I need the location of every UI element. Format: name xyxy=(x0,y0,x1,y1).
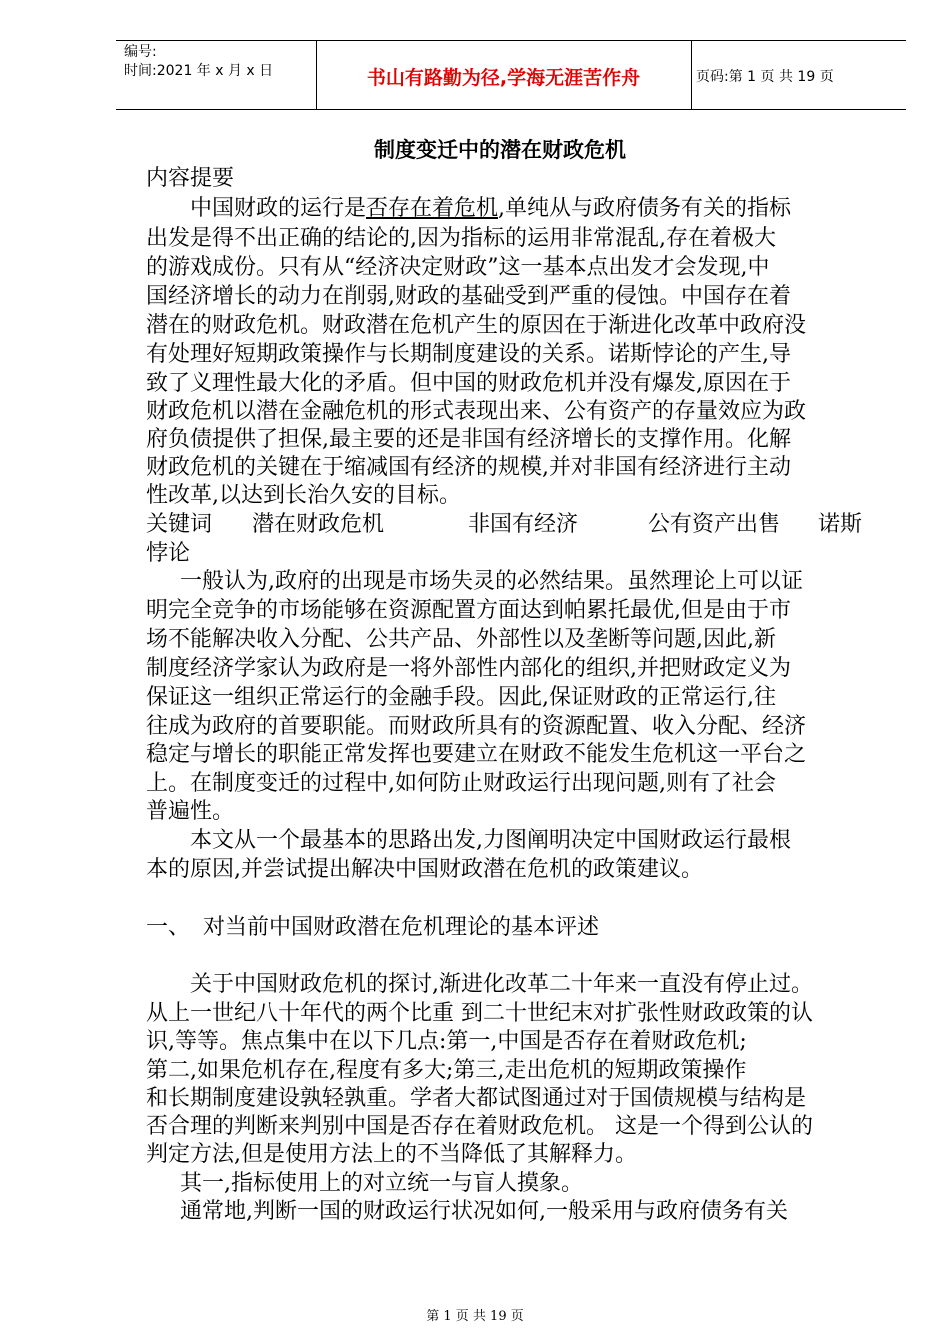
body-line: 从上一世纪八十年代的两个比重 到二十世纪末对扩张性财政政策的认 xyxy=(146,1001,813,1026)
body-line: 判定方法,但是使用方法上的不当降低了其解释力。 xyxy=(146,1142,637,1167)
body-line: 关于中国财政危机的探讨,渐进化改革二十年来一直没有停止过。 xyxy=(190,972,813,997)
abstract-line: 中国财政的运行是否存在着危机,单纯从与政府债务有关的指标 xyxy=(190,196,792,221)
abstract-line: 府负债提供了担保,最主要的还是非国有经济增长的支撑作用。化解 xyxy=(146,427,791,452)
body-line: 第二,如果危机存在,程度有多大;第三,走出危机的短期政策操作 xyxy=(146,1058,747,1083)
keyword: 非国有经济 xyxy=(468,512,579,537)
header-motto: 书山有路勤为径,学海无涯苦作舟 xyxy=(366,67,641,89)
time-label: 时间:2021 年 x 月 x 日 xyxy=(124,63,274,79)
body-line: 一般认为,政府的出现是市场失灵的必然结果。虽然理论上可以证 xyxy=(180,569,803,594)
body-line: 制度经济学家认为政府是一将外部性内部化的组织,并把财政定义为 xyxy=(146,656,791,681)
number-label: 编号: xyxy=(124,44,157,60)
body-line: 往成为政府的首要职能。而财政所具有的资源配置、收入分配、经济 xyxy=(146,714,807,739)
abstract-line: 财政危机以潜在金融危机的形式表现出来、公有资产的存量效应为政 xyxy=(146,399,807,424)
keyword: 潜在财政危机 xyxy=(252,512,385,537)
underlined-phrase: 否存在着危机 xyxy=(366,196,499,221)
abstract-line: 致了义理性最大化的矛盾。但中国的财政危机并没有爆发,原因在于 xyxy=(146,371,791,396)
header-meta xyxy=(124,43,273,81)
section-number: 一、 xyxy=(146,915,191,940)
document-title: 制度变迁中的潜在财政危机 xyxy=(374,138,626,162)
abstract-line: 国经济增长的动力在削弱,财政的基础受到严重的侵蚀。中国存在着 xyxy=(146,284,791,309)
body-line: 通常地,判断一国的财政运行状况如何,一般采用与政府债务有关 xyxy=(180,1199,788,1224)
abstract-heading: 内容提要 xyxy=(146,166,235,191)
keyword: 悖论 xyxy=(146,541,191,566)
body-line: 保证这一组织正常运行的金融手段。因此,保证财政的正常运行,往 xyxy=(146,685,776,710)
body-line: 和长期制度建设孰轻孰重。学者大都试图通过对于国债规模与结构是 xyxy=(146,1086,807,1111)
abstract-line: 出发是得不出正确的结论的,因为指标的运用非常混乱,存在着极大 xyxy=(146,226,776,251)
header-divider xyxy=(691,41,692,109)
abstract-line: 潜在的财政危机。财政潜在危机产生的原因在于渐进化改革中政府没 xyxy=(146,313,807,338)
body-line: 否合理的判断来判别中国是否存在着财政危机。 这是一个得到公认的 xyxy=(146,1114,813,1139)
page-header xyxy=(116,40,906,110)
body-line: 其一,指标使用上的对立统一与盲人摸象。 xyxy=(180,1171,583,1196)
body-line: 场不能解决收入分配、公共产品、外部性以及垄断等问题,因此,新 xyxy=(146,627,776,652)
body-line: 上。在制度变迁的过程中,如何防止财政运行出现问题,则有了社会 xyxy=(146,771,776,796)
body-line: 普遍性。 xyxy=(146,799,235,824)
page-footer: 第 1 页 共 19 页 xyxy=(426,1309,524,1324)
abstract-line: 有处理好短期政策操作与长期制度建设的关系。诺斯悖论的产生,导 xyxy=(146,342,791,367)
abstract-line: 性改革,以达到长治久安的目标。 xyxy=(146,483,461,508)
body-line: 本的原因,并尝试提出解决中国财政潜在危机的政策建议。 xyxy=(146,857,703,882)
body-line: 识,等等。焦点集中在以下几点:第一,中国是否存在着财政危机; xyxy=(146,1029,747,1054)
abstract-line: 的游戏成份。只有从“经济决定财政”这一基本点出发才会发现,中 xyxy=(146,255,770,280)
body-line: 明完全竞争的市场能够在资源配置方面达到帕累托最优,但是由于市 xyxy=(146,598,791,623)
body-line: 稳定与增长的职能正常发挥也要建立在财政不能发生危机这一平台之 xyxy=(146,742,807,767)
keyword: 诺斯 xyxy=(818,512,863,537)
keyword: 公有资产出售 xyxy=(648,512,781,537)
page-indicator: 页码:第 1 页 共 19 页 xyxy=(696,69,834,85)
abstract-line: 财政危机的关键在于缩减国有经济的规模,并对非国有经济进行主动 xyxy=(146,455,791,480)
body-line: 本文从一个最基本的思路出发,力图阐明决定中国财政运行最根 xyxy=(190,828,791,853)
section-heading: 对当前中国财政潜在危机理论的基本评述 xyxy=(203,915,600,940)
keywords-label: 关键词 xyxy=(146,512,213,537)
